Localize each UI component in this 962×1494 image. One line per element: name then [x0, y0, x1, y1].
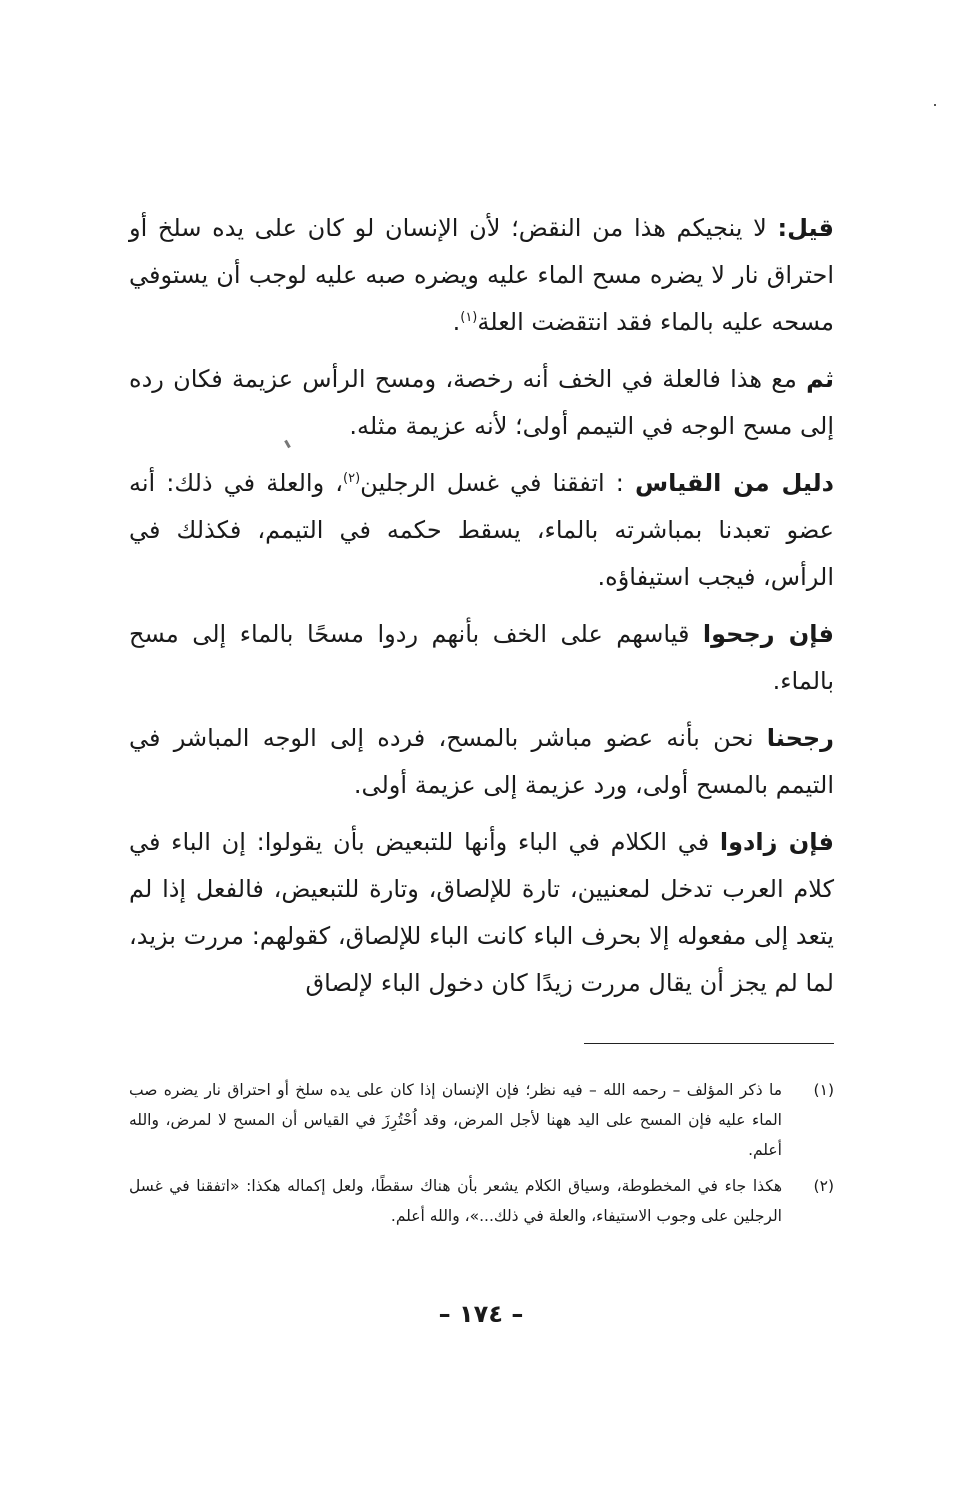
paragraph-lead: فإن رجحوا: [702, 620, 835, 648]
footnote-number: (٢): [813, 1177, 834, 1195]
paragraph-end: .: [452, 308, 461, 336]
paragraph-body-cont: ، والعلة في ذلك: أنه عضو تعبدنا بمباشرته بالماء، يسقط حكمه في التيمم، فكذلك في الرأس، فيجب استيفاؤه.: [129, 469, 834, 591]
paragraph-3: [129, 460, 834, 601]
paragraph-lead: فإن زادوا: [719, 828, 834, 856]
footnote-text: هكذا جاء في المخطوطة، وسياق الكلام يشعر بأن هناك سقطًا، ولعل إكماله هكذا: «اتفقنا في غسل الرجلين على وجوب الاستيفاء، والعلة في ذلك...»، والله أعلم.: [129, 1177, 782, 1225]
footnote-ref[interactable]: (٢): [343, 471, 361, 486]
paragraph-body: نحن بأنه عضو مباشر بالمسح، فرده إلى الوجه المباشر في التيمم بالمسح أولى، ورد عزيمة إلى عزيمة أولى.: [129, 724, 834, 799]
footnote-1: [129, 1075, 834, 1165]
paragraph-lead: قيل:: [777, 214, 834, 242]
paragraph-6: [129, 819, 834, 1007]
paragraph-body: لا ينجيكم هذا من النقض؛ لأن الإنسان لو كان على يده سلخ أو احتراق نار لا يضره مسح الماء عليه ويضره صبه عليه لوجب أن يستوفي مسحه عليه بالماء فقد انتقضت العلة: [129, 214, 834, 336]
paragraph-body: مع هذا فالعلة في الخف أنه رخصة، ومسح الرأس عزيمة فكان رده إلى مسح الوجه في التيمم أولى؛ لأنه عزيمة مثله.: [129, 365, 834, 440]
scan-speck: [934, 104, 936, 106]
paragraph-body: في الكلام في الباء وأنها للتبعيض بأن يقولوا: إن الباء في كلام العرب تدخل لمعنيين، تارة للإلصاق، وتارة للتبعيض، فالفعل إذا لم يتعد إلى مفعوله إلا بحرف الباء كانت الباء للإلصاق، كقولهم: مررت بزيد، لما لم يجز أن يقال مررت زيدًا كان دخول الباء لإلصاق: [129, 828, 834, 997]
footnote-ref[interactable]: (١): [460, 310, 478, 325]
footnotes: [129, 1075, 834, 1237]
footnote-2: [129, 1171, 834, 1231]
page-number: – ١٧٤ –: [438, 1300, 524, 1328]
footnote-separator: [584, 1043, 834, 1044]
paragraph-body: قياسهم على الخف بأنهم ردوا مسحًا بالماء إلى مسح بالماء.: [129, 620, 834, 695]
main-text: [129, 205, 834, 1017]
paragraph-lead: ثم: [806, 365, 834, 393]
paragraph-1: [129, 205, 834, 346]
paragraph-5: [129, 715, 834, 809]
paragraph-lead: دليل من القياس: [634, 469, 835, 497]
paragraph-body: : اتفقنا في غسل الرجلين: [360, 469, 635, 497]
paragraph-2: [129, 356, 834, 450]
paragraph-4: [129, 611, 834, 705]
footnote-number: (١): [813, 1081, 834, 1099]
paragraph-lead: رجحنا: [766, 724, 834, 752]
footnote-text: ما ذكر المؤلف – رحمه الله – فيه نظر؛ فإن الإنسان إذا كان على يده سلخ أو احتراق نار يضره صب الماء عليه فإن المسح على اليد ههنا لأجل المرض، وقد اُحْتُرِزَ في القياس أن المسح لا لمرض، والله أعلم.: [129, 1081, 782, 1159]
